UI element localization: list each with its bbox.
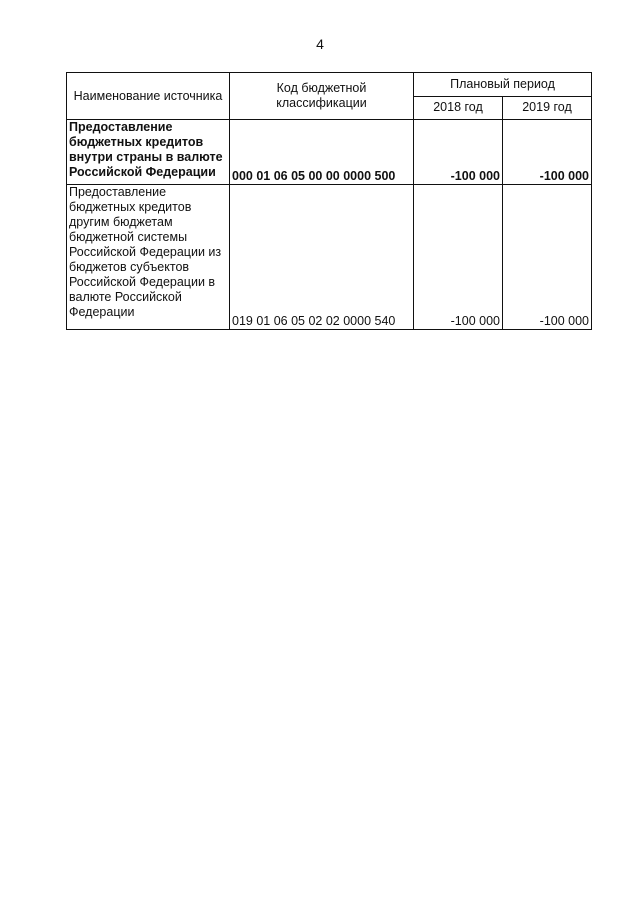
- row-code: 000 01 06 05 00 00 0000 500: [230, 120, 414, 185]
- header-code: Код бюджетной классификации: [230, 73, 414, 120]
- table-row: [67, 120, 592, 185]
- row-value-2018: -100 000: [414, 185, 503, 330]
- row-name: Предоставление бюджетных кредитов другим бюджетам бюджетной системы Российской Федерации из бюджетов субъектов Российской Федерации в валюте Российской Федерации: [67, 185, 230, 330]
- row-value-2019: -100 000: [503, 185, 592, 330]
- header-year-2018: 2018 год: [414, 96, 503, 120]
- row-code: 019 01 06 05 02 02 0000 540: [230, 185, 414, 330]
- table-row: [67, 185, 592, 330]
- header-period: Плановый период: [414, 73, 592, 97]
- header-row: [67, 73, 592, 97]
- row-value-2019: -100 000: [503, 120, 592, 185]
- sources-table: [66, 72, 592, 330]
- row-name: Предоставление бюджетных кредитов внутри страны в валюте Российской Федерации: [67, 120, 230, 185]
- header-name: Наименование источника: [67, 73, 230, 120]
- row-value-2018: -100 000: [414, 120, 503, 185]
- header-year-2019: 2019 год: [503, 96, 592, 120]
- page-number: 4: [316, 36, 324, 52]
